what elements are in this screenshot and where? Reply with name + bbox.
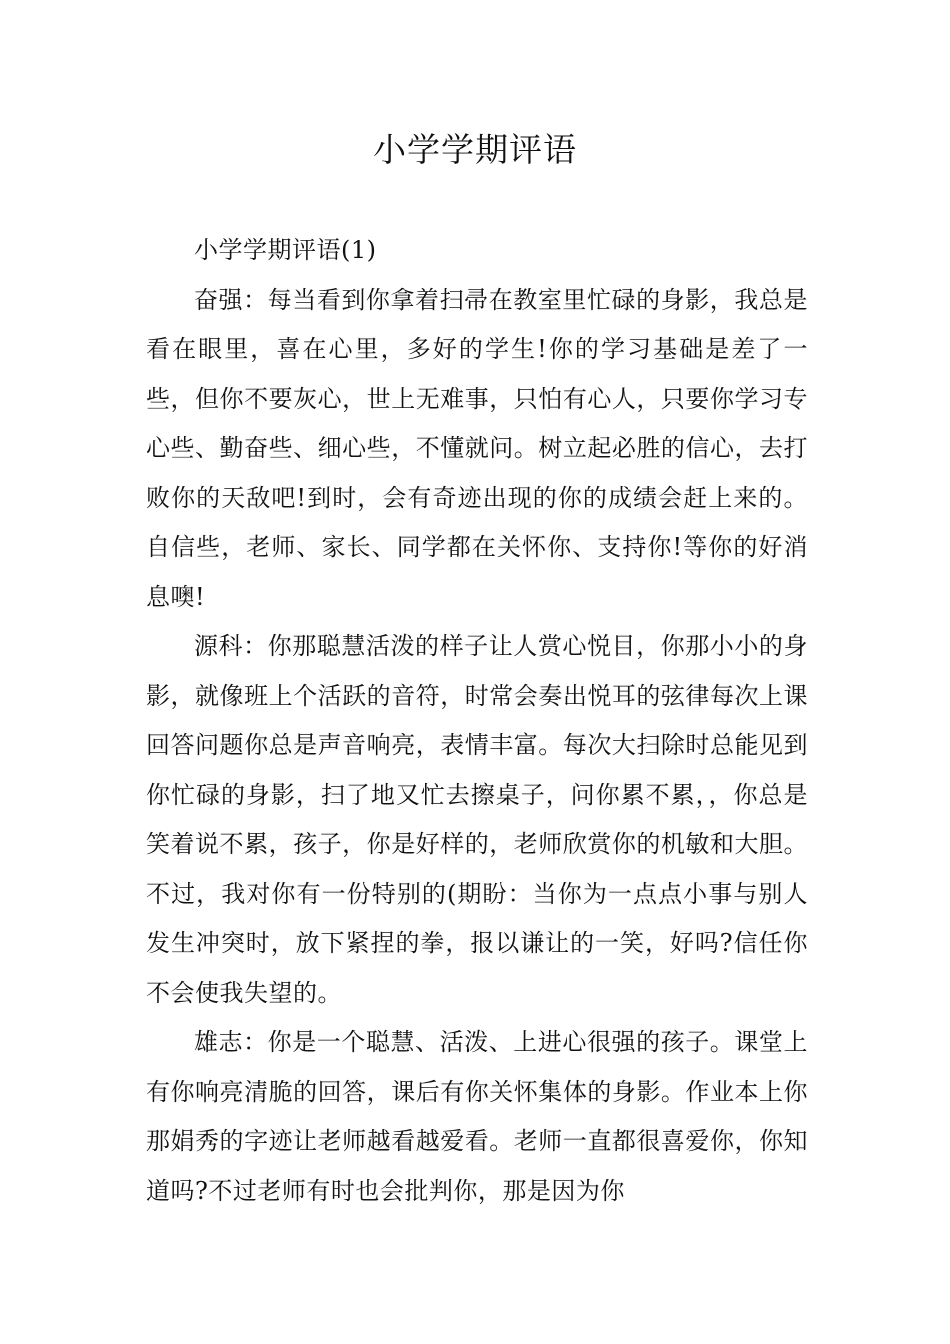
document-body <box>146 226 808 1216</box>
comment-paragraph: 雄志：你是一个聪慧、活泼、上进心很强的孩子。课堂上有你响亮清脆的回答，课后有你关怀集体的身影。作业本上你那娟秀的字迹让老师越看越爱看。老师一直都很喜爱你，你知道吗?不过老师有时也会批判你，那是因为你 <box>146 1028 808 1205</box>
document-title: 小学学期评语 <box>373 130 577 169</box>
comment-paragraph: 奋强：每当看到你拿着扫帚在教室里忙碌的身影，我总是看在眼里，喜在心里，多好的学生!你的学习基础是差了一些，但你不要灰心，世上无难事，只怕有心人，只要你学习专心些、勤奋些、细心些，不懂就问。树立起必胜的信心，去打败你的天敌吧!到时，会有奇迹出现的你的成绩会赶上来的。自信些，老师、家长、同学都在关怀你、支持你!等你的好消息噢! <box>146 285 808 611</box>
section-heading: 小学学期评语(1) <box>194 236 377 264</box>
comment-paragraph: 源科：你那聪慧活泼的样子让人赏心悦目，你那小小的身影，就像班上个活跃的音符，时常会奏出悦耳的弦律每次上课回答问题你总是声音响亮，表情丰富。每次大扫除时总能见到你忙碌的身影，扫了地又忙去擦桌子，问你累不累，，你总是笑着说不累，孩子，你是好样的，老师欣赏你的机敏和大胆。不过，我对你有一份特别的(期盼：当你为一点点小事与别人发生冲突时，放下紧捏的拳，报以谦让的一笑，好吗?信任你不会使我失望的。 <box>146 632 808 1007</box>
